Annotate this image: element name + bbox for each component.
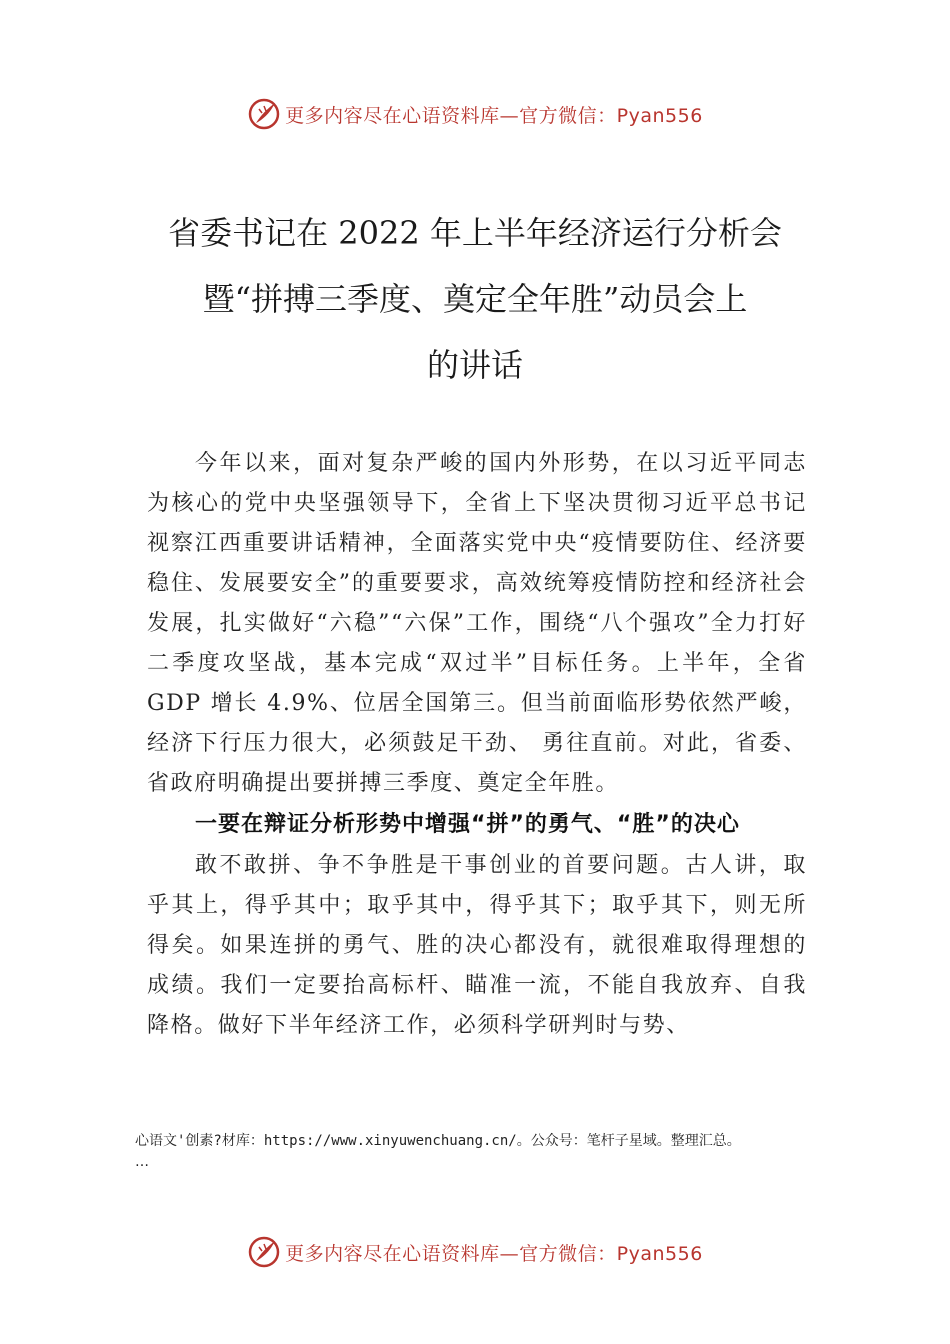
paragraph-2: 敢不敢拼、争不争胜是干事创业的首要问题。古人讲，取乎其上，得乎其中；取乎其中，得乎其下；取乎其下，则无所得矣。如果连拼的勇气、胜的决心都没有，就很难取得理想的成绩。我们一定要抬高标杆、瞄准一流，不能自我放弃、自我降格。做好下半年经济工作，必须科学研判时与势、 xyxy=(147,853,807,1038)
banner-text: 更多内容尽在心语资料库—官方微信：Pyan556 xyxy=(285,104,703,127)
footer-banner xyxy=(0,1232,950,1272)
header-banner xyxy=(0,94,950,134)
source-footnote: 心语文'创素?材库：https://www.xinyuwenchuang.cn/。公众号：笔杆子星域。整理汇总。 xyxy=(135,1133,741,1149)
feather-seal-icon xyxy=(247,97,281,131)
title-line-3: 的讲话 xyxy=(426,346,523,384)
document-body xyxy=(147,444,807,1046)
section-heading-1: 一要在辩证分析形势中增强“拼”的勇气、“胜”的决心 xyxy=(195,812,740,837)
title-line-2: 暨“拼搏三季度、奠定全年胜”动员会上 xyxy=(202,280,748,318)
feather-seal-icon xyxy=(247,1235,281,1269)
paragraph-1: 今年以来，面对复杂严峻的国内外形势，在以习近平同志为核心的党中央坚强领导下，全省上下坚决贯彻习近平总书记视察江西重要讲话精神，全面落实党中央“疫情要防住、经济要稳住、发展要安全”的重要要求，高效统筹疫情防控和经济社会发展，扎实做好“六稳”“六保”工作，围绕“八个强攻”全力打好二季度攻坚战，基本完成“双过半”目标任务。上半年，全省 GDP 增长 4.9%、位居全国第三。但当前面临形势依然严峻，经济下行压力很大，必须鼓足干劲、 勇往直前。对此，省委、省政府明确提出要拼搏三季度、奠定全年胜。 xyxy=(147,451,807,796)
banner-text: 更多内容尽在心语资料库—官方微信：Pyan556 xyxy=(285,1242,703,1265)
footnote-ellipsis: … xyxy=(135,1154,149,1170)
title-line-1: 省委书记在 2022 年上半年经济运行分析会 xyxy=(168,214,782,252)
document-title xyxy=(120,200,830,398)
